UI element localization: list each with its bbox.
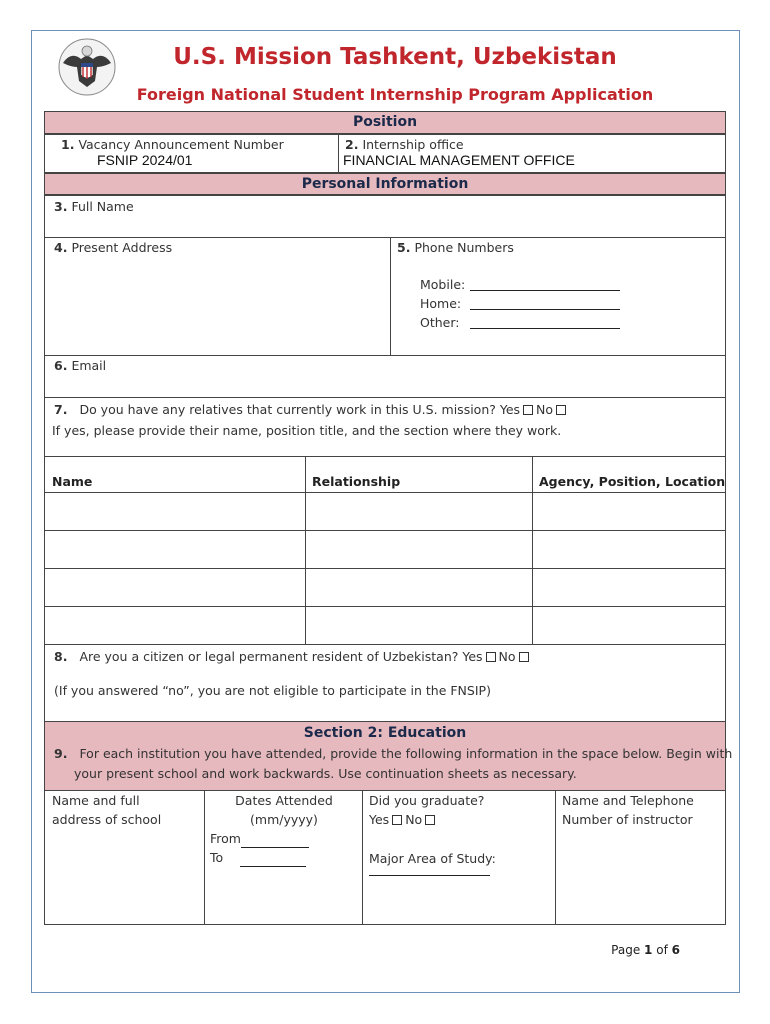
q3-label-row: [54, 199, 134, 214]
education-to-input[interactable]: [240, 854, 306, 867]
education-graduate-no-checkbox[interactable]: [425, 815, 435, 825]
vacancy-number-value[interactable]: FSNIP 2024/01: [97, 152, 193, 168]
q1-label-row: [61, 137, 284, 152]
q4-label: Present Address: [71, 240, 173, 255]
education-graduate-no-label: No: [405, 812, 423, 827]
phone-mobile-input[interactable]: [470, 279, 620, 291]
email-field[interactable]: [44, 355, 726, 398]
page-current: 1: [644, 943, 653, 957]
q6-number: 6.: [54, 358, 68, 373]
q7-label: Do you have any relatives that currently work in this U.S. mission? Yes: [79, 402, 521, 417]
education-section-title: Section 2: Education: [303, 725, 467, 741]
education-col-graduate: [369, 791, 496, 876]
education-col-school-line2: address of school: [52, 812, 162, 827]
q8-label: Are you a citizen or legal permanent resident of Uzbekistan? Yes: [79, 649, 483, 664]
position-section-title: Position: [352, 114, 418, 130]
education-to-row: [210, 848, 358, 867]
education-col-divider-2: [362, 790, 363, 925]
internship-office-value[interactable]: FINANCIAL MANAGEMENT OFFICE: [343, 152, 575, 168]
education-col-instructor[interactable]: [562, 791, 694, 829]
relatives-row-divider: [44, 492, 726, 493]
relatives-header-agency: Agency, Position, Location: [539, 474, 726, 489]
q8-no-label: No: [498, 649, 516, 664]
education-col-graduate-line1: Did you graduate?: [369, 793, 485, 808]
relatives-header-relationship: Relationship: [312, 474, 401, 489]
education-col-dates-line1: Dates Attended: [235, 793, 333, 808]
q6-label: Email: [71, 358, 107, 373]
education-graduate-yes-checkbox[interactable]: [392, 815, 402, 825]
q8-number: 8.: [54, 649, 68, 664]
q9-line2: your present school and work backwards. Use continuation sheets as necessary.: [74, 766, 577, 781]
q9-line1: For each institution you have attended, provide the following information in the space below. Begin with: [79, 746, 733, 761]
position-section-header: [44, 111, 726, 134]
relatives-header-name: Name: [52, 474, 93, 489]
phone-mobile-label: Mobile:: [420, 277, 466, 292]
education-graduate-yes-label: Yes: [369, 812, 390, 827]
education-col-school-line1: Name and full: [52, 793, 140, 808]
education-col-school[interactable]: [52, 791, 161, 829]
relatives-col-divider-2: [532, 456, 533, 645]
page-of: of: [656, 943, 668, 957]
q4-label-row: [54, 240, 172, 255]
relatives-row-divider: [44, 568, 726, 569]
q2-label-row: [345, 137, 464, 152]
q1-number: 1.: [61, 137, 75, 152]
q8-yes-checkbox[interactable]: [486, 652, 496, 662]
relatives-row-divider: [44, 530, 726, 531]
q4-number: 4.: [54, 240, 68, 255]
page-title: U.S. Mission Tashkent, Uzbekistan: [173, 44, 617, 70]
full-name-field[interactable]: [44, 195, 726, 238]
phone-other-label: Other:: [420, 315, 460, 330]
personal-info-section-header: [44, 173, 726, 195]
q9-number: 9.: [54, 746, 68, 761]
education-col-instructor-line1: Name and Telephone: [562, 793, 694, 808]
page-subtitle: Foreign National Student Internship Program Application: [136, 85, 654, 104]
q7-number: 7.: [54, 402, 68, 417]
education-graduate-row: [369, 810, 496, 829]
education-section-header: [44, 721, 733, 791]
q6-label-row: [54, 358, 106, 373]
q9-line1-row: [54, 746, 732, 761]
education-col-divider-1: [204, 790, 205, 925]
q7-yes-checkbox[interactable]: [523, 405, 533, 415]
q7-no-label: No: [536, 402, 554, 417]
education-col-divider-3: [555, 790, 556, 925]
education-from-row: [210, 829, 358, 848]
q5-number: 5.: [397, 240, 411, 255]
q8-note: (If you answered “no”, you are not eligible to participate in the FNSIP): [54, 683, 491, 698]
education-col-dates-line2: (mm/yyyy): [250, 812, 318, 827]
q1-label: Vacancy Announcement Number: [78, 137, 284, 152]
education-to-label: To: [210, 850, 224, 865]
page-number: [611, 943, 680, 957]
relatives-col-divider-1: [305, 456, 306, 645]
phone-other-input[interactable]: [470, 317, 620, 329]
personal-info-section-title: Personal Information: [301, 176, 469, 192]
q2-label: Internship office: [362, 137, 464, 152]
phone-home-input[interactable]: [470, 298, 620, 310]
q7-label-row: [54, 402, 569, 417]
education-col-instructor-line2: Number of instructor: [562, 812, 693, 827]
relatives-row-divider: [44, 606, 726, 607]
q7-followup: If yes, please provide their name, position title, and the section where they work.: [52, 423, 562, 438]
q8-label-row: [54, 649, 532, 664]
education-major-input[interactable]: [369, 868, 490, 876]
page-prefix: Page: [611, 943, 641, 957]
q5-label: Phone Numbers: [414, 240, 514, 255]
education-from-input[interactable]: [241, 835, 309, 848]
q8-no-checkbox[interactable]: [519, 652, 529, 662]
q2-number: 2.: [345, 137, 359, 152]
q3-number: 3.: [54, 199, 68, 214]
phone-home-label: Home:: [420, 296, 462, 311]
education-col-dates: [210, 791, 358, 867]
q3-label: Full Name: [71, 199, 134, 214]
education-from-label: From: [210, 831, 241, 846]
page-total: 6: [671, 943, 680, 957]
q5-label-row: [397, 240, 514, 255]
education-major-label: Major Area of Study:: [369, 851, 496, 866]
q7-no-checkbox[interactable]: [556, 405, 566, 415]
